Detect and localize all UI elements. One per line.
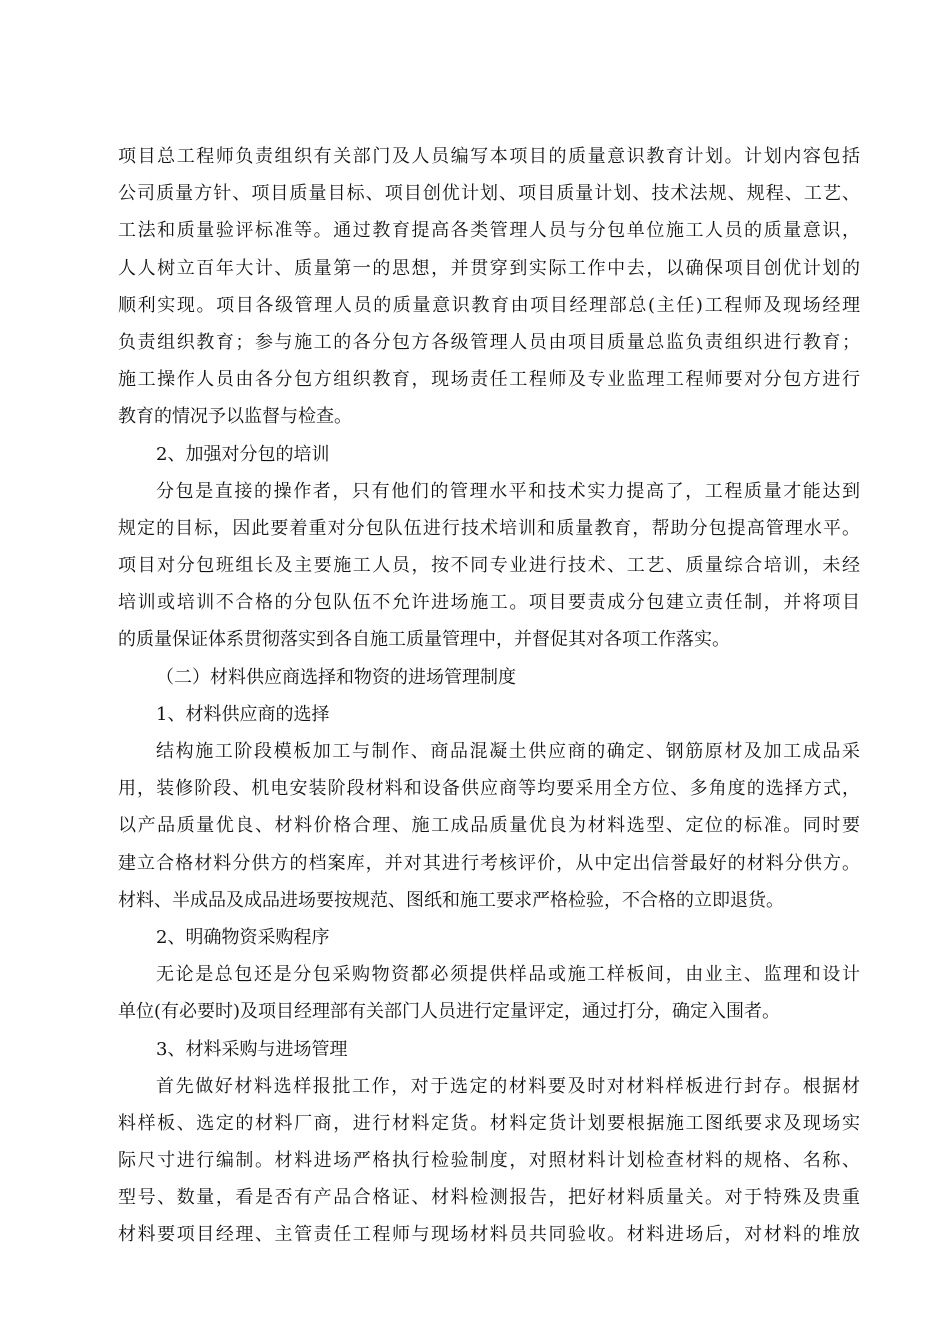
text-line: 培训或培训不合格的分包队伍不允许进场施工。项目要责成分包建立责任制，并将项目 xyxy=(118,592,860,614)
text-line: 材料、半成品及成品进场要按规范、图纸和施工要求严格检验，不合格的立即退货。 xyxy=(118,889,784,911)
text-line: 教育的情况予以监督与检查。 xyxy=(118,406,352,428)
text-line: 规定的目标，因此要着重对分包队伍进行技术培训和质量教育，帮助分包提高管理水平。 xyxy=(118,517,860,539)
text-line: 1、材料供应商的选择 xyxy=(156,703,330,725)
text-line: 人人树立百年大计、质量第一的思想，并贯穿到实际工作中去，以确保项目创优计划的 xyxy=(118,257,860,279)
text-line: 顺利实现。项目各级管理人员的质量意识教育由项目经理部总(主任)工程师及现场经理 xyxy=(118,294,860,316)
text-line: 的质量保证体系贯彻落实到各自施工质量管理中，并督促其对各项工作落实。 xyxy=(118,629,730,651)
text-line: 项目对分包班组长及主要施工人员，按不同专业进行技术、工艺、质量综合培训，未经 xyxy=(118,555,860,577)
document-body xyxy=(118,138,860,1254)
text-line: 工法和质量验评标准等。通过教育提高各类管理人员与分包单位施工人员的质量意识， xyxy=(118,220,860,242)
text-line: 型号、数量，看是否有产品合格证、材料检测报告，把好材料质量关。对于特殊及贵重 xyxy=(118,1187,860,1209)
text-line: 料样板、选定的材料厂商，进行材料定货。材料定货计划要根据施工图纸要求及现场实 xyxy=(118,1112,860,1134)
text-line: 单位(有必要时)及项目经理部有关部门人员进行定量评定，通过打分，确定入围者。 xyxy=(118,1001,781,1023)
text-line: 分包是直接的操作者，只有他们的管理水平和技术实力提高了，工程质量才能达到 xyxy=(156,480,860,502)
text-line: 首先做好材料选样报批工作，对于选定的材料要及时对材料样板进行封存。根据材 xyxy=(156,1075,860,1097)
text-line: 公司质量方针、项目质量目标、项目创优计划、项目质量计划、技术法规、规程、工艺、 xyxy=(118,183,860,205)
text-line: 2、明确物资采购程序 xyxy=(156,926,330,948)
text-line: 无论是总包还是分包采购物资都必须提供样品或施工样板间，由业主、监理和设计 xyxy=(156,964,860,986)
text-line: （二）材料供应商选择和物资的进场管理制度 xyxy=(156,666,516,688)
text-line: 以产品质量优良、材料价格合理、施工成品质量优良为材料选型、定位的标准。同时要 xyxy=(118,815,860,837)
text-line: 负责组织教育；参与施工的各分包方各级管理人员由项目质量总监负责组织进行教育； xyxy=(118,331,860,353)
text-line: 3、材料采购与进场管理 xyxy=(156,1038,348,1060)
text-line: 际尺寸进行编制。材料进场严格执行检验制度，对照材料计划检查材料的规格、名称、 xyxy=(118,1150,860,1172)
text-line: 用，装修阶段、机电安装阶段材料和设备供应商等均要采用全方位、多角度的选择方式， xyxy=(118,778,860,800)
text-line: 结构施工阶段模板加工与制作、商品混凝土供应商的确定、钢筋原材及加工成品采 xyxy=(156,741,860,762)
text-line: 施工操作人员由各分包方组织教育，现场责任工程师及专业监理工程师要对分包方进行 xyxy=(118,369,860,391)
text-line: 项目总工程师负责组织有关部门及人员编写本项目的质量意识教育计划。计划内容包括 xyxy=(118,146,860,167)
text-line: 建立合格材料分供方的档案库，并对其进行考核评价，从中定出信誉最好的材料分供方。 xyxy=(118,852,860,874)
text-line: 材料要项目经理、主管责任工程师与现场材料员共同验收。材料进场后，对材料的堆放 xyxy=(118,1224,860,1246)
text-line: 2、加强对分包的培训 xyxy=(156,443,330,465)
